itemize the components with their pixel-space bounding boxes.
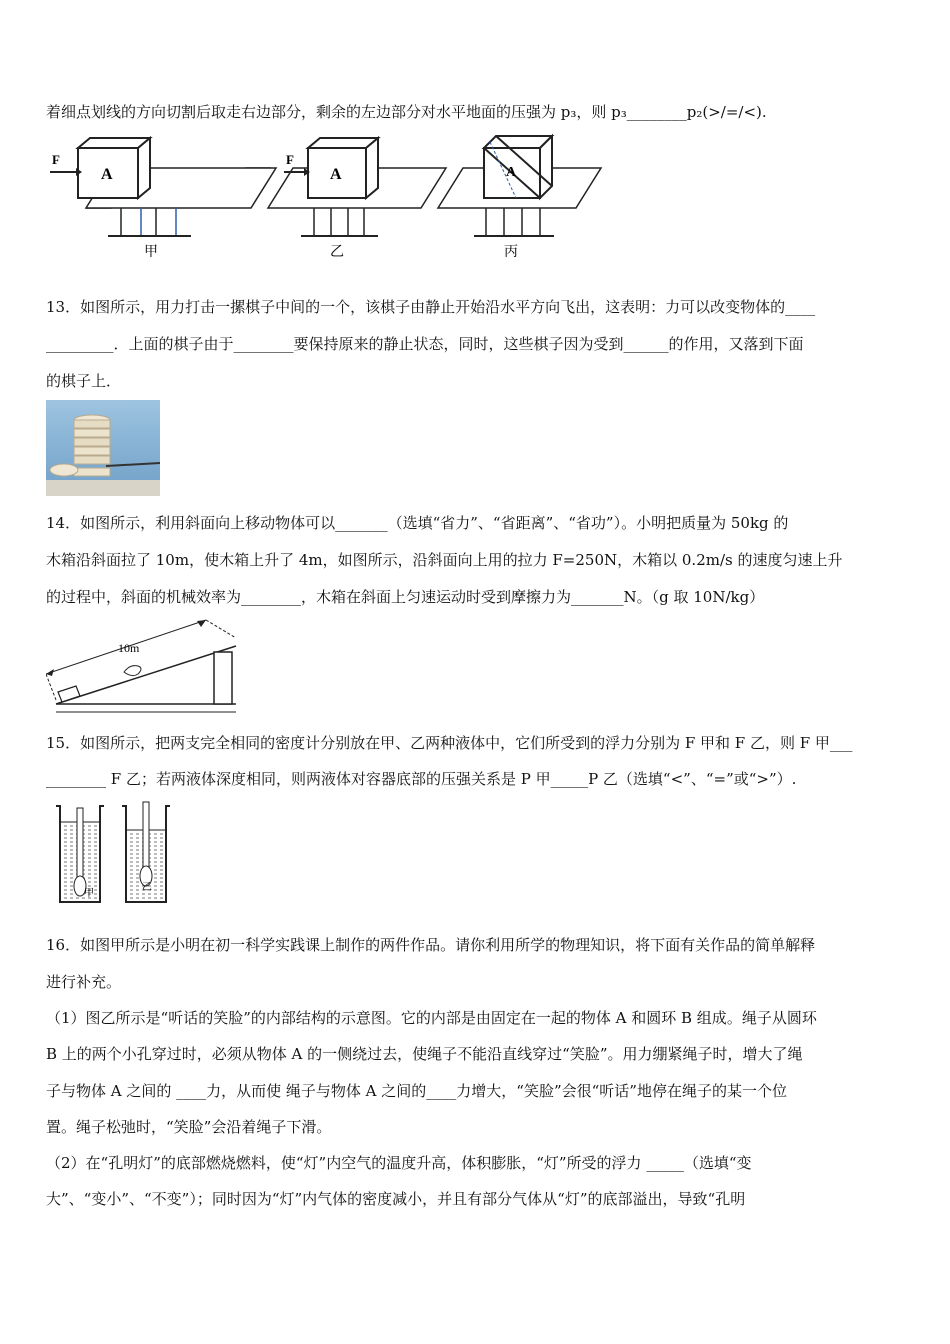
q15-hydrometer-figure bbox=[46, 800, 186, 908]
figure-label-jia: 甲 bbox=[144, 245, 158, 260]
q12-figure bbox=[46, 128, 616, 263]
container-jia bbox=[56, 806, 104, 902]
figure-jia bbox=[50, 138, 276, 260]
q12-text-line: 着细点划线的方向切割后取走右边部分，剩余的左边部分对水平地面的压强为 p₃，则 p₃________p₂(>/=/<). bbox=[46, 103, 767, 121]
figure-yi bbox=[268, 138, 446, 260]
block-label: A bbox=[330, 166, 342, 183]
q16-text-line1: 16．如图甲所示是小明在初一科学实践课上制作的两件作品。请你利用所学的物理知识，将下面有关作品的简单解释 bbox=[46, 936, 816, 954]
q13-text-line3: 的棋子上． bbox=[46, 372, 122, 390]
q15-text-line2: ________ F 乙；若两液体深度相同，则两液体对容器底部的压强关系是 P 甲_____P 乙（选填“<”、“=”或“>”）. bbox=[46, 770, 797, 788]
force-label: F bbox=[52, 152, 60, 167]
q16-text-line3: （1）图乙所示是“听话的笑脸”的内部结构的示意图。它的内部是由固定在一起的物体 A 和圆环 B 组成。绳子从圆环 bbox=[46, 1009, 817, 1027]
block-label: A bbox=[101, 166, 113, 183]
q16-text-line5: 子与物体 A 之间的 ____力，从而使 绳子与物体 A 之间的____力增大，“笑脸”会很“听话”地停在绳子的某一个位 bbox=[46, 1082, 787, 1100]
q14-text-line2: 木箱沿斜面拉了 10m，使木箱上升了 4m，如图所示，沿斜面向上用的拉力 F=250N，木箱以 0.2m/s 的速度匀速上升 bbox=[46, 551, 843, 569]
q13-text-line1: 13．如图所示，用力打击一摞棋子中间的一个，该棋子由静止开始沿水平方向飞出，这表明：力可以改变物体的____ bbox=[46, 298, 816, 316]
q14-text-line3: 的过程中，斜面的机械效率为________，木箱在斜面上匀速运动时受到摩擦力为_______N。（g 取 10N/kg） bbox=[46, 588, 765, 606]
block-label: A bbox=[506, 165, 517, 180]
q14-incline-figure bbox=[46, 612, 242, 720]
q14-text-line1: 14．如图所示，利用斜面向上移动物体可以_______（选填“省力”、“省距离”、“省功”）。小明把质量为 50kg 的 bbox=[46, 514, 789, 532]
figure-bing bbox=[438, 136, 601, 260]
container-label-jia: 甲 bbox=[84, 888, 94, 899]
q16-text-line4: B 上的两个小孔穿过时，必须从物体 A 的一侧绕过去，使绳子不能沿直线穿过“笑脸”。用力绷紧绳子时，增大了绳 bbox=[46, 1045, 803, 1063]
q13-checkers-photo bbox=[46, 400, 160, 496]
q16-text-line8: 大”、“变小”、“不变”）；同时因为“灯”内气体的密度减小，并且有部分气体从“灯”的底部溢出，导致“孔明 bbox=[46, 1190, 746, 1208]
distance-label: 10m bbox=[118, 641, 140, 655]
q16-text-line2: 进行补充。 bbox=[46, 973, 122, 991]
figure-label-yi: 乙 bbox=[330, 245, 344, 260]
force-label: F bbox=[286, 152, 294, 167]
q15-text-line1: 15．如图所示，把两支完全相同的密度计分别放在甲、乙两种液体中，它们所受到的浮力分别为 F 甲和 F 乙，则 F 甲___ bbox=[46, 734, 853, 752]
container-yi bbox=[122, 802, 170, 902]
q16-text-line6: 置。绳子松弛时，“笑脸”会沿着绳子下滑。 bbox=[46, 1118, 332, 1136]
q16-text-line7: （2）在“孔明灯”的底部燃烧燃料，使“灯”内空气的温度升高，体积膨胀，“灯”所受的浮力 _____（选填“变 bbox=[46, 1154, 752, 1172]
figure-label-bing: 丙 bbox=[504, 245, 518, 260]
q13-text-line2: _________．上面的棋子由于________要保持原来的静止状态，同时，这些棋子因为受到______的作用，又落到下面 bbox=[46, 335, 804, 353]
container-label-yi: 乙 bbox=[142, 882, 152, 893]
